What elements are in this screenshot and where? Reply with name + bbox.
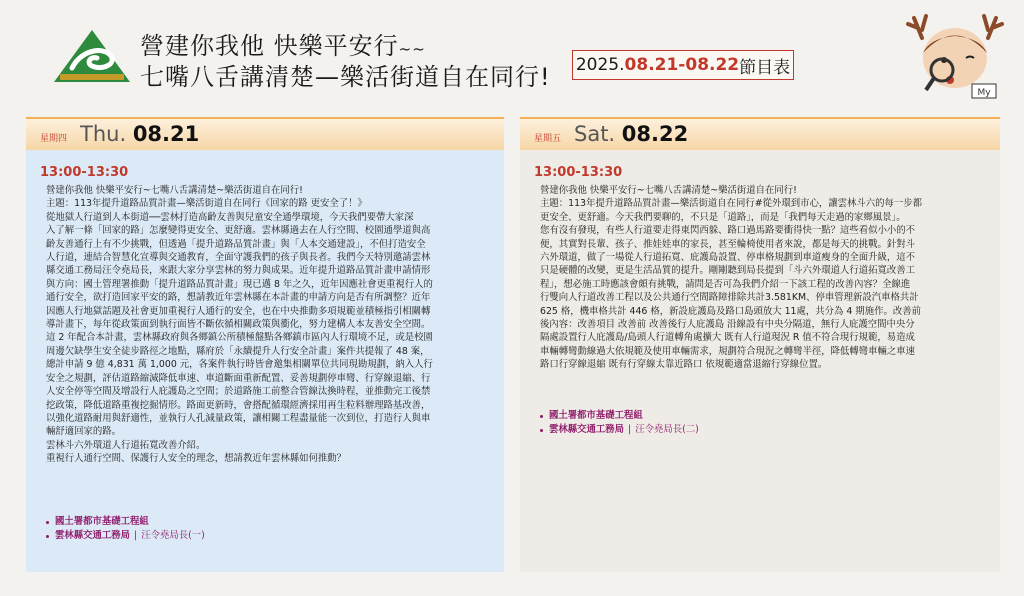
day-panel-friday <box>520 117 1000 572</box>
guest-item: 國土署都市基礎工程組 <box>46 515 205 529</box>
guest-item: 雲林縣交通工務局 | 汪令堯局長(一) <box>46 529 205 543</box>
bullet-icon <box>46 535 49 538</box>
time-slot: 13:00-13:30 <box>534 165 623 180</box>
guest-item: 雲林縣交通工務局 | 汪令堯局長(二) <box>540 423 699 437</box>
bullet-icon <box>540 429 543 432</box>
day-tab <box>520 117 1000 150</box>
weekday-label: 星期五 <box>534 134 562 144</box>
svg-text:My: My <box>977 88 991 98</box>
page-header <box>0 0 1024 100</box>
program-description: 營建你我他 快樂平安行~七嘴八舌講清楚~樂活街道自在同行! 主題：113年提升道路品質計畫—樂活街道自在同行《回家的路 更安全了！》 從地獄人行道到人本街道──雲林打造高齡友善與兒童安全通學環境，今天我們要帶大家深 入了解一條「回家的路」怎麼變得更安全、更舒適。雲林縣過去在人行空間、校園通學道與高 齡友善通行上有不少挑戰，但透過「提升道路品質計畫」與「人本交通建設」，不但打造安全 人行道，連結合智慧化宣導與交通教育，全面守護我們的孩子與長者。我們今天特別邀請雲林 縣交通工務局汪令堯局長，來跟大家分享雲林的努力與成果。近年提升道路品質計畫申請情形 與方向：國土管理署推動「提升道路品質計畫」現已邁 8 年之久，近年因應社會更重視行人的 通行安全，欲打造回家平安的路，想請教近年雲林縣在本計畫的申請方向是否有所調整？近年 因應人行地獄話題及社會更加重視行人通行的安全，也在中央推動多項規範並積極指引相關轉 導計畫下，每年從政策面到執行面皆不斷依循相關政策與衝化，努力建構人本友善安全空間。 這 2 年配合本計畫，雲林縣政府與各鄉鎮公所積極盤點各鄉鎮市區內人行環境不足，或是校園 周邊欠缺學生安全徒步路徑之地點，縣府於「永續提升人行安全計畫」案件共提報了 48 案， 總計申請 9 億 4,831 萬 1,000 元，各案件執行時皆會邀集相關單位共同現勘規劃，納入人行 安全之規劃，評估道路縮減降低車速、車道斷面重新配置、妥善規劃停車彎、行穿線退縮、行 人安全停等空間及增設行人庇護島之空間；於道路施工前整合管線汰換時程，並推動完工後禁 挖政策，降低道路重複挖掘情形。路面更新時，會搭配循環經濟採用再生粒料辦理路基改善， 以強化道路耐用與舒適性，並執行人孔減量政策，讓相關工程盡量能一次到位，打造行人與車 輛舒適回家的路。 雲林斗六外環道人行道拓寬改善介紹。 重視行人通行空間、保護行人安全的理念，想請教近年雲林縣如何推動？ <box>46 185 433 465</box>
page-title-line2: 七嘴八舌講清楚—樂活街道自在同行! <box>140 63 551 91</box>
day-panel-thursday <box>26 117 504 572</box>
page-title-line1: 營建你我他 快樂平安行~~ <box>140 32 426 60</box>
time-slot: 13:00-13:30 <box>40 165 129 180</box>
day-heading: Thu. 08.21 <box>80 122 200 146</box>
day-tab <box>26 117 504 150</box>
reindeer-mascot-icon <box>900 8 1010 100</box>
cpami-logo-icon <box>52 28 132 84</box>
day-heading: Sat. 08.22 <box>574 122 689 146</box>
bullet-icon <box>540 415 543 418</box>
date-range-badge: 2025. 08.21-08.22 節目表 <box>572 50 794 80</box>
program-description: 營建你我他 快樂平安行~七嘴八舌講清楚~樂活街道自在同行! 主題：113年提升道路品質計畫—樂活街道自在同行#從外環到市心，讓雲林斗六的每一步都 更安全、更舒適。今天我們要聊的，不只是「道路」，而是「我們每天走過的家鄉風景」。 您有沒有發現，有些人行道要走得東閃西躲、路口過馬路要衝得快一點？這些看似小小的不 便，其實對長輩、孩子、推娃娃車的家長，甚至輪椅使用者來說，都是每天的挑戰。針對斗 六外環道，做了一場從人行道拓寬、庇護島設置、停車格規劃到車道瘦身的全面升級，這不 只是硬體的改變，更是生活品質的提升。剛剛聽到局長提到「斗六外環道人行道拓寬改善工 程」，想必施工時應該會頗有挑戰，請問是否可為我們介紹一下該工程的改善內容？全線進 行雙向人行道改善工程以及公共通行空間路障排除共計3.581KM、停車管理新設汽車格共計 625 格，機車格共計 446 格，新設庇護島及路口島頭放大 11處，共分為 4 期施作。改善前 後內容：改善項目 改善前 改善後行人庇護島 沿線設有中央分隔道，無行人庇護空間中央分 隔處設置行人庇護島/島頭人行道轉角處擴大 既有人行道現況 R 值不符合現行規範，易造成 車輛轉彎動線過大依規範及使用車輛需求，規劃符合現況之轉彎半徑，降低轉彎車輛之車速 路口行穿線退縮 既有行穿線太靠近路口 依規範適當退縮行穿線位置。 <box>540 185 923 371</box>
guest-list <box>46 515 205 543</box>
guest-item: 國土署都市基礎工程組 <box>540 409 699 423</box>
bullet-icon <box>46 521 49 524</box>
guest-list <box>540 409 699 437</box>
weekday-label: 星期四 <box>40 134 68 144</box>
